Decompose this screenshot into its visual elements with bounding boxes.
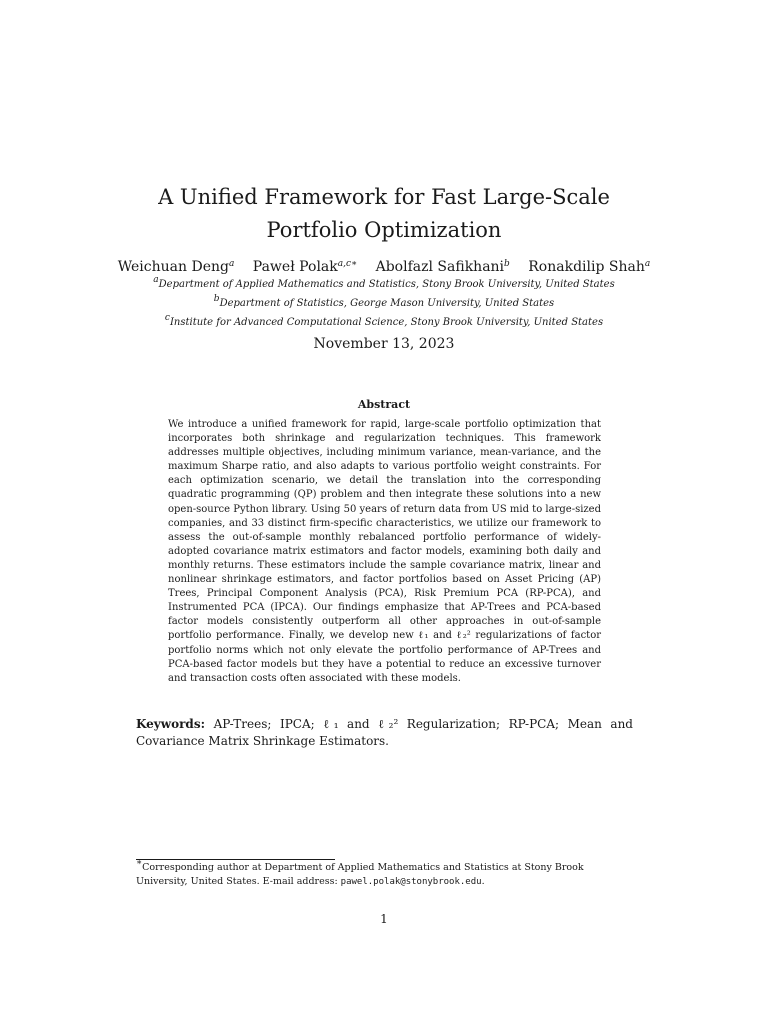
affiliation <box>60 294 708 311</box>
author-name: Paweł Polak <box>252 259 338 275</box>
keywords <box>136 716 633 750</box>
keywords-label: Keywords: <box>136 717 206 731</box>
author <box>376 259 510 275</box>
abstract-body: We introduce a unified framework for rapid, large-scale portfolio optimization that incorporates both shrinkage and regularization techniques. This framework addresses multiple objectives, including minimum variance, mean-variance, and the maximum Sharpe ratio, and also adapts to various portfolio weight constraints. For each optimization scenario, we detail the translation into the corresponding quadratic programming (QP) problem and then integrate these solutions into a new open-source Python library. Using 50 years of return data from US mid to large-sized companies, and 33 distinct firm-specific characteristics, we utilize our framework to assess the out-of-sample monthly rebalanced portfolio performance of widely-adopted covariance matrix estimators and factor models, examining both daily and monthly returns. These estimators include the sample covariance matrix, linear and nonlinear shrinkage estimators, and factor portfolios based on Asset Pricing (AP) Trees, Principal Component Analysis (PCA), Risk Premium PCA (RP-PCA), and Instrumented PCA (IPCA). Our findings emphasize that AP-Trees and PCA-based factor models consistently outperform all other approaches in out-of-sample portfolio performance. Finally, we develop new ℓ₁ and ℓ₂² regularizations of factor portfolio norms which not only elevate the portfolio performance of AP-Trees and PCA-based factor models but they have a potential to reduce an excessive turnover and transaction costs often associated with these models. <box>168 419 601 684</box>
page-number: 1 <box>380 912 388 926</box>
affiliation <box>60 313 708 330</box>
paper-date: November 13, 2023 <box>313 336 455 352</box>
footnote-mark: ∗ <box>136 858 143 869</box>
footnote-rule <box>136 859 335 860</box>
author-affil-mark: a,c∗ <box>337 259 358 270</box>
author-affil-mark: a <box>228 259 235 270</box>
author-list <box>80 257 688 277</box>
author <box>118 259 235 275</box>
affiliation-text: Institute for Advanced Computational Science, Stony Brook University, United States <box>169 317 604 328</box>
author <box>253 259 357 275</box>
footnote-text: Corresponding author at Department of Applied Mathematics and Statistics at Stony Brook University, United States. E-mail address: <box>136 862 584 887</box>
author-name: Ronakdilip Shah <box>528 259 645 275</box>
affiliation-text: Department of Statistics, George Mason University, United States <box>219 298 555 309</box>
affiliation <box>60 275 708 292</box>
footnote <box>136 858 633 889</box>
author-affil-mark: b <box>504 259 510 270</box>
abstract-heading: Abstract <box>357 398 411 411</box>
affiliation-text: Department of Applied Mathematics and Statistics, Stony Brook University, United States <box>158 279 615 290</box>
paper-title: A Unified Framework for Fast Large-Scale Portfolio Optimization <box>158 185 610 242</box>
affiliation-mark: c <box>164 313 170 324</box>
author <box>528 259 650 275</box>
author-affil-mark: a <box>644 259 651 270</box>
footnote-end: . <box>481 876 485 887</box>
affiliation-mark: b <box>213 294 220 305</box>
author-name: Weichuan Deng <box>117 259 229 275</box>
email-link[interactable]: pawel.polak@stonybrook.edu <box>340 877 482 887</box>
author-name: Abolfazl Safikhani <box>375 259 505 275</box>
affiliation-mark: a <box>153 275 159 286</box>
keywords-text: AP-Trees; IPCA; ℓ₁ and ℓ₂² Regularization; RP-PCA; Mean and Covariance Matrix Shrinkage Estimators. <box>136 717 633 748</box>
